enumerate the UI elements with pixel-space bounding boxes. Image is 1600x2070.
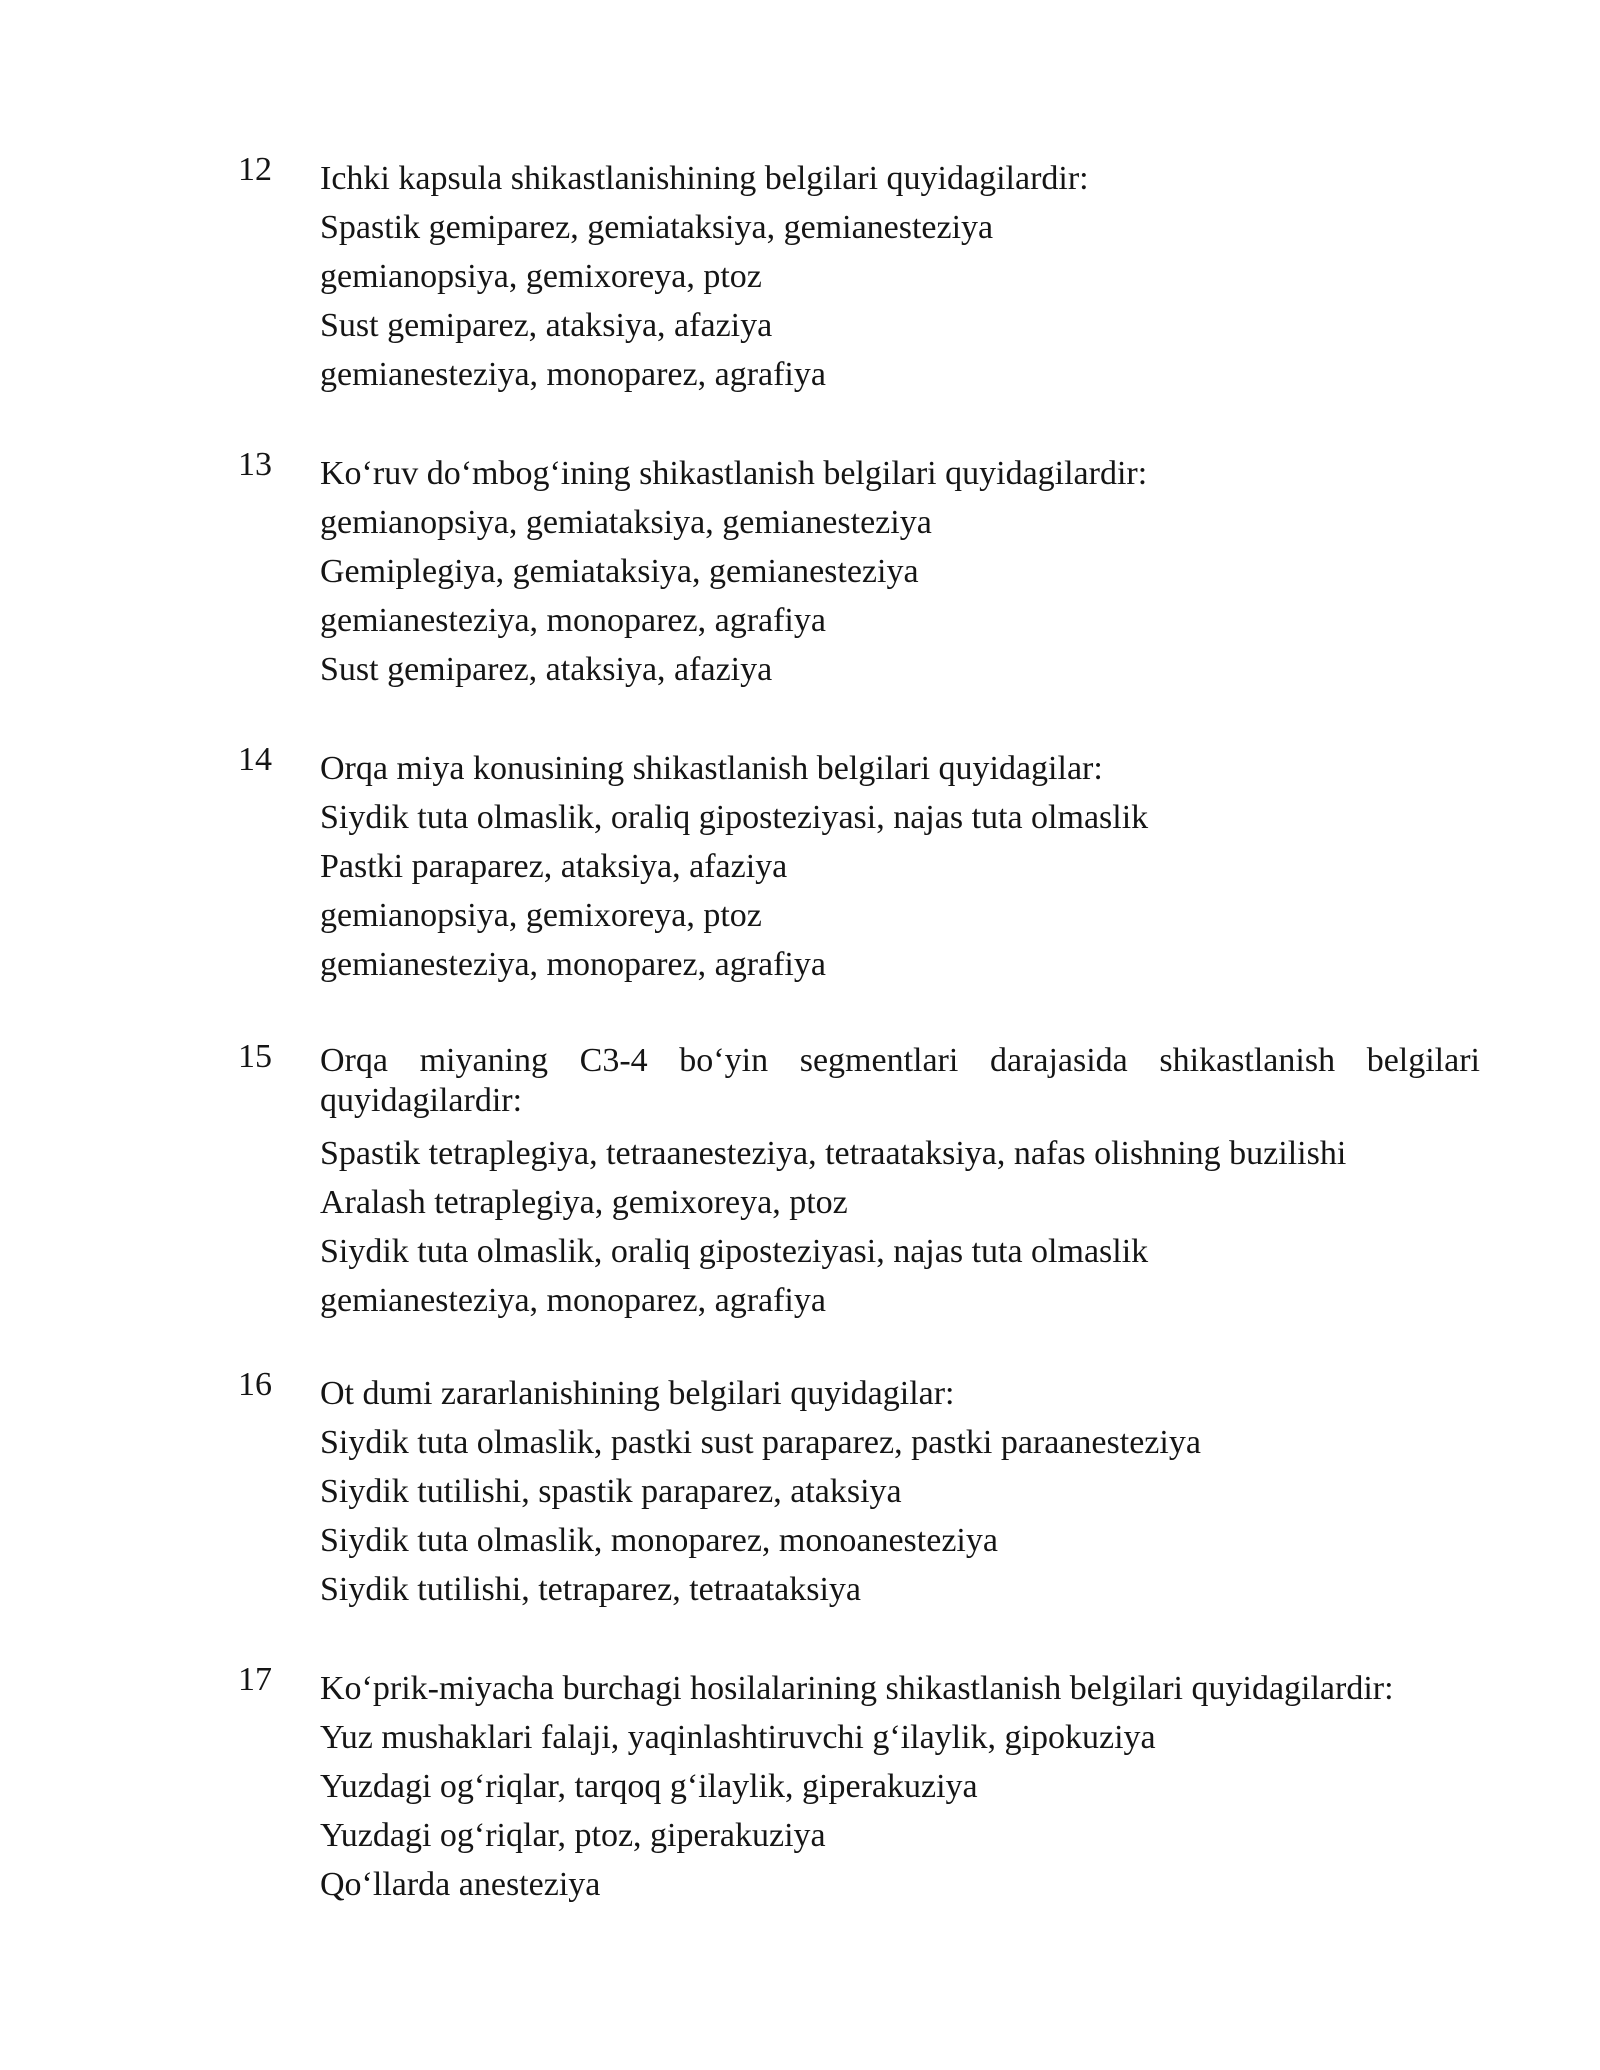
answer-option: Siydik tuta olmaslik, oraliq giposteziyasi, najas tuta olmaslik — [320, 799, 1149, 836]
question-text: Ot dumi zararlanishining belgilari quyidagilar: — [320, 1375, 955, 1412]
answer-option: gemianopsiya, gemixoreya, ptoz — [320, 897, 762, 934]
answer-option: Qo‘llarda anesteziya — [320, 1866, 601, 1903]
answer-option: Spastik gemiparez, gemiataksiya, gemianesteziya — [320, 209, 994, 246]
question-number: 15 — [238, 1038, 272, 1075]
answer-option: Spastik tetraplegiya, tetraanesteziya, tetraataksiya, nafas olishning buzilishi — [320, 1135, 1347, 1172]
answer-option: gemianesteziya, monoparez, agrafiya — [320, 1282, 826, 1319]
question-text: Ko‘ruv do‘mbog‘ining shikastlanish belgilari quyidagilardir: — [320, 455, 1148, 492]
question-body — [320, 1369, 1480, 1614]
answer-option: Pastki paraparez, ataksiya, afaziya — [320, 848, 788, 885]
question-body — [320, 1664, 1480, 1909]
answer-option: gemianesteziya, monoparez, agrafiya — [320, 356, 826, 393]
question-text: Orqa miyaning C3-4 bo‘yin segmentlari darajasida shikastlanish belgilari — [320, 1042, 1480, 1079]
answer-option: gemianesteziya, monoparez, agrafiya — [320, 602, 826, 639]
question-text: Ko‘prik-miyacha burchagi hosilalarining shikastlanish belgilari quyidagilardir: — [320, 1670, 1394, 1707]
question-body — [320, 449, 1480, 694]
question-body — [320, 154, 1480, 399]
question-number: 14 — [238, 741, 272, 778]
question-number: 17 — [238, 1661, 272, 1698]
answer-option: Yuzdagi og‘riqlar, ptoz, giperakuziya — [320, 1817, 826, 1854]
answer-option: Yuz mushaklari falaji, yaqinlashtiruvchi g‘ilaylik, gipokuziya — [320, 1719, 1156, 1756]
answer-option: Siydik tuta olmaslik, oraliq giposteziyasi, najas tuta olmaslik — [320, 1233, 1149, 1270]
answer-option: Siydik tutilishi, spastik paraparez, ataksiya — [320, 1473, 902, 1510]
answer-option: Gemiplegiya, gemiataksiya, gemianesteziya — [320, 553, 919, 590]
question-body — [320, 1041, 1480, 1325]
question-body — [320, 744, 1480, 989]
question-text: Orqa miya konusining shikastlanish belgilari quyidagilar: — [320, 750, 1103, 787]
question-number: 16 — [238, 1366, 272, 1403]
answer-option: gemianopsiya, gemiataksiya, gemianesteziya — [320, 504, 932, 541]
question-text-continued: quyidagilardir: — [320, 1082, 523, 1119]
answer-option: Yuzdagi og‘riqlar, tarqoq g‘ilaylik, giperakuziya — [320, 1768, 978, 1805]
answer-option: gemianopsiya, gemixoreya, ptoz — [320, 258, 762, 295]
answer-option: Sust gemiparez, ataksiya, afaziya — [320, 307, 773, 344]
answer-option: gemianesteziya, monoparez, agrafiya — [320, 946, 826, 983]
answer-option: Siydik tuta olmaslik, pastki sust paraparez, pastki paraanesteziya — [320, 1424, 1201, 1461]
answer-option: Siydik tutilishi, tetraparez, tetraataksiya — [320, 1571, 861, 1608]
answer-option: Sust gemiparez, ataksiya, afaziya — [320, 651, 773, 688]
question-number: 13 — [238, 446, 272, 483]
question-text: Ichki kapsula shikastlanishining belgilari quyidagilardir: — [320, 160, 1089, 197]
answer-option: Siydik tuta olmaslik, monoparez, monoanesteziya — [320, 1522, 998, 1559]
question-number: 12 — [238, 151, 272, 188]
answer-option: Aralash tetraplegiya, gemixoreya, ptoz — [320, 1184, 848, 1221]
